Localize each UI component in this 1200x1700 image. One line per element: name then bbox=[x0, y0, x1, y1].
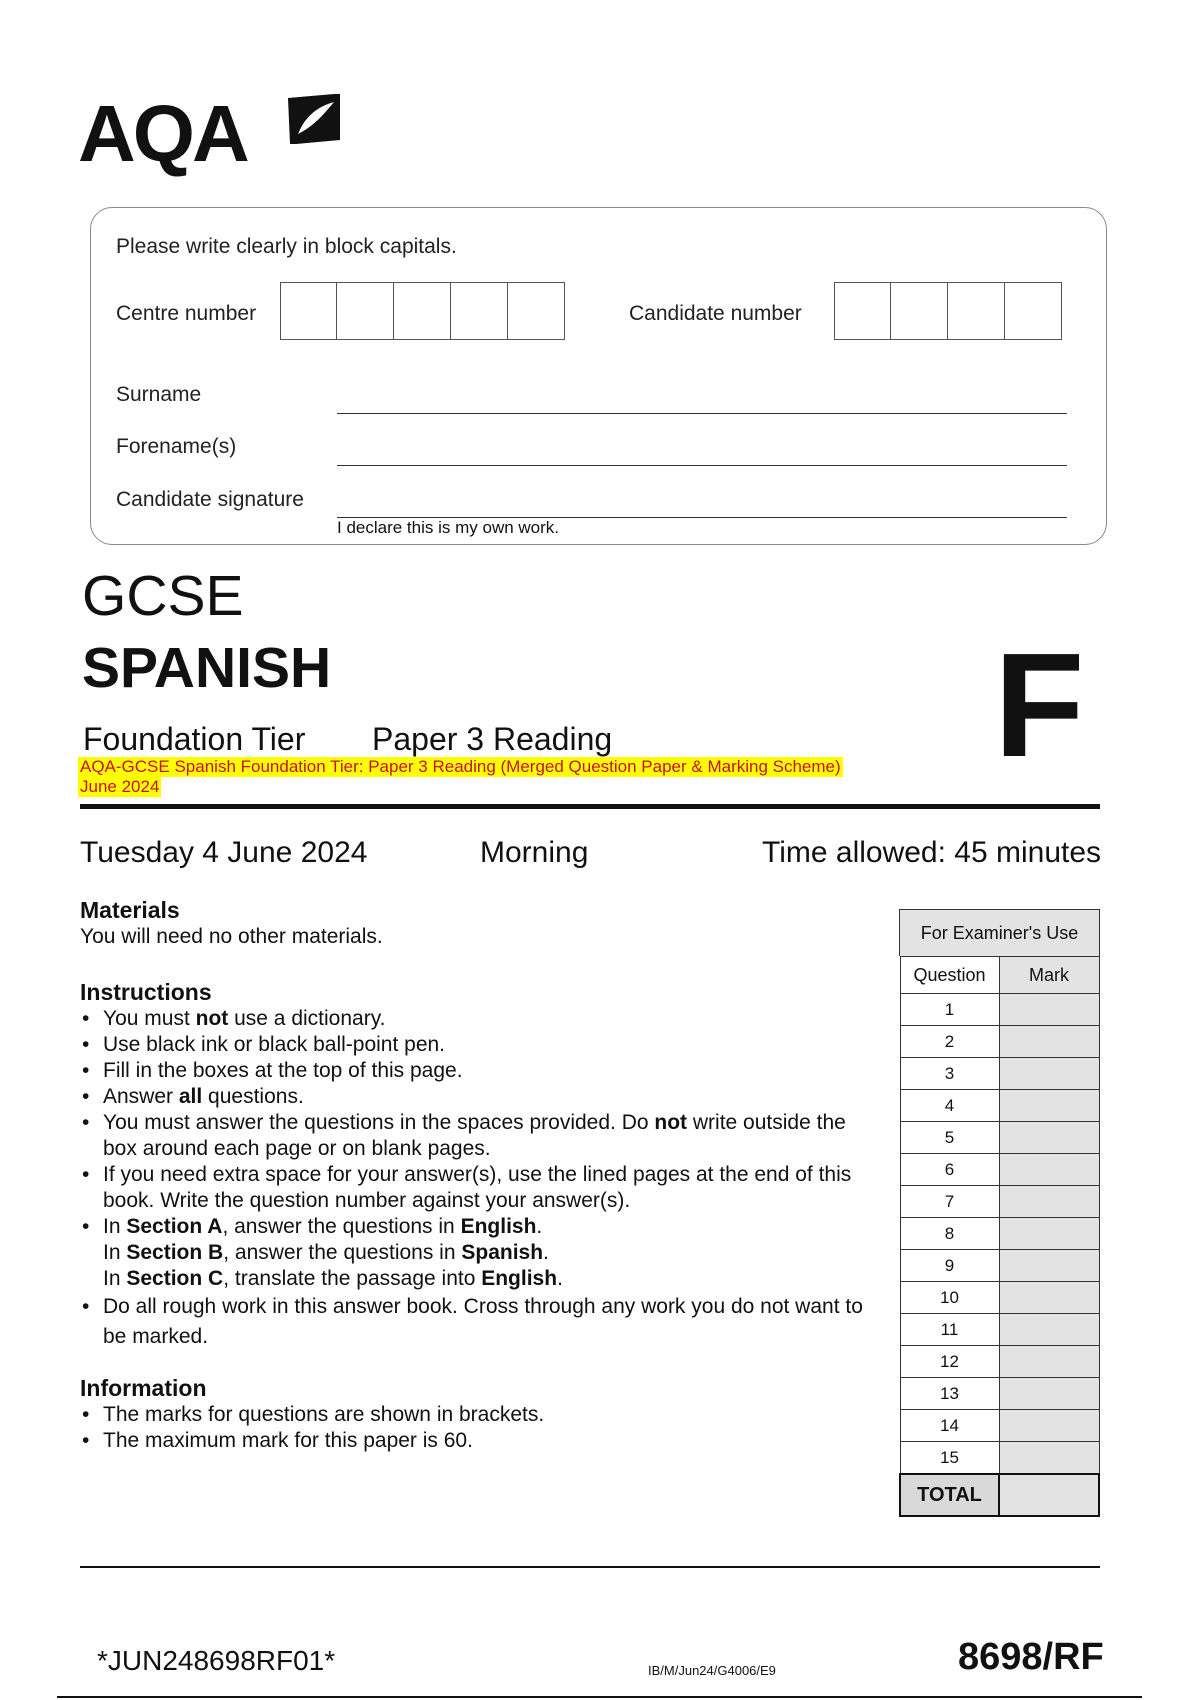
declaration-text: I declare this is my own work. bbox=[337, 518, 560, 537]
examiner-use-title: For Examiner's Use bbox=[899, 909, 1100, 956]
table-row bbox=[900, 1154, 1099, 1186]
question-number: 7 bbox=[900, 1186, 999, 1218]
table-row bbox=[900, 1314, 1099, 1346]
mark-column-header: Mark bbox=[999, 957, 1099, 994]
question-number: 4 bbox=[900, 1090, 999, 1122]
mark-cell bbox=[999, 1218, 1099, 1250]
bottom-divider bbox=[57, 1696, 1142, 1698]
mark-cell bbox=[999, 1410, 1099, 1442]
time-allowed: Time allowed: 45 minutes bbox=[762, 836, 1102, 869]
question-number: 12 bbox=[900, 1346, 999, 1378]
mark-cell bbox=[999, 1314, 1099, 1346]
table-row bbox=[900, 1346, 1099, 1378]
materials-section bbox=[80, 897, 383, 950]
instruction-item: • Answer all questions. bbox=[82, 1085, 304, 1108]
mark-cell bbox=[999, 1122, 1099, 1154]
table-row bbox=[900, 1282, 1099, 1314]
mark-cell bbox=[999, 1346, 1099, 1378]
candidate-details-box bbox=[90, 207, 1107, 545]
information-heading: Information bbox=[80, 1375, 207, 1401]
centre-number-boxes bbox=[280, 282, 565, 340]
exam-session: Morning bbox=[480, 836, 589, 869]
total-label: TOTAL bbox=[900, 1474, 999, 1516]
mark-cell bbox=[999, 1090, 1099, 1122]
information-item: • The maximum mark for this paper is 60. bbox=[82, 1429, 473, 1452]
surname-label: Surname bbox=[116, 383, 202, 406]
table-row bbox=[900, 1058, 1099, 1090]
forenames-line[interactable] bbox=[337, 465, 1067, 466]
qualification-title: GCSE bbox=[82, 564, 244, 628]
aqa-logo-text: AQA bbox=[78, 89, 247, 178]
mark-cell bbox=[999, 994, 1099, 1026]
block-capitals-instruction: Please write clearly in block capitals. bbox=[116, 235, 457, 258]
instruction-item: • Use black ink or black ball-point pen. bbox=[82, 1033, 446, 1056]
question-number: 1 bbox=[900, 994, 999, 1026]
table-row bbox=[900, 1122, 1099, 1154]
footer-divider bbox=[80, 1566, 1100, 1568]
table-row bbox=[900, 994, 1099, 1026]
subject-title: SPANISH bbox=[82, 636, 332, 700]
paper-code: 8698/RF bbox=[958, 1636, 1104, 1678]
candidate-number-label: Candidate number bbox=[629, 302, 802, 325]
surname-line[interactable] bbox=[337, 413, 1067, 414]
highlight-note-line-1: AQA-GCSE Spanish Foundation Tier: Paper 3 Reading (Merged Question Paper & Marking Scheme) bbox=[80, 757, 841, 776]
instructions-heading: Instructions bbox=[80, 979, 212, 1005]
tier-letter: F bbox=[994, 623, 1085, 788]
question-number: 15 bbox=[900, 1442, 999, 1475]
information-section bbox=[80, 1375, 870, 1454]
question-number: 9 bbox=[900, 1250, 999, 1282]
examiner-use-table bbox=[899, 909, 1100, 1517]
mark-cell bbox=[999, 1442, 1099, 1475]
centre-number-label: Centre number bbox=[116, 302, 257, 325]
candidate-number-digit[interactable] bbox=[834, 282, 891, 340]
instruction-item: • Do all rough work in this answer book. Cross through any work you do not want to be marked. bbox=[82, 1295, 863, 1348]
table-row bbox=[900, 1218, 1099, 1250]
table-row bbox=[900, 1026, 1099, 1058]
centre-number-digit[interactable] bbox=[280, 282, 337, 340]
materials-heading: Materials bbox=[80, 897, 180, 923]
instruction-item: • You must answer the questions in the spaces provided. Do not write outside the box around each page or on blank pages. bbox=[82, 1111, 846, 1160]
table-row bbox=[900, 1250, 1099, 1282]
total-row bbox=[900, 1474, 1099, 1516]
question-number: 13 bbox=[900, 1378, 999, 1410]
document-reference: IB/M/Jun24/G4006/E9 bbox=[648, 1663, 776, 1678]
table-row bbox=[900, 1186, 1099, 1218]
signature-label: Candidate signature bbox=[116, 488, 304, 511]
mark-cell bbox=[999, 1058, 1099, 1090]
forenames-label: Forename(s) bbox=[116, 435, 237, 458]
table-row bbox=[900, 1442, 1099, 1475]
mark-cell bbox=[999, 1250, 1099, 1282]
question-number: 5 bbox=[900, 1122, 999, 1154]
table-row bbox=[900, 1410, 1099, 1442]
candidate-number-boxes bbox=[834, 282, 1062, 340]
mark-cell bbox=[999, 1026, 1099, 1058]
candidate-number-digit[interactable] bbox=[948, 282, 1005, 340]
instruction-item: • In Section A, answer the questions in English. In Section B, answer the questions in Spanish. In Section C, translate the passage into English. bbox=[82, 1215, 563, 1290]
question-column-header: Question bbox=[900, 957, 999, 994]
total-mark-cell bbox=[999, 1474, 1099, 1516]
question-number: 3 bbox=[900, 1058, 999, 1090]
aqa-leaf-icon bbox=[284, 92, 344, 152]
exam-date: Tuesday 4 June 2024 bbox=[80, 836, 368, 869]
tier-label: Foundation Tier bbox=[83, 721, 306, 757]
question-number: 11 bbox=[900, 1314, 999, 1346]
centre-number-digit[interactable] bbox=[394, 282, 451, 340]
candidate-number-digit[interactable] bbox=[1005, 282, 1062, 340]
materials-text: You will need no other materials. bbox=[80, 925, 383, 948]
barcode-text: *JUN248698RF01* bbox=[97, 1645, 336, 1676]
mark-cell bbox=[999, 1186, 1099, 1218]
paper-label: Paper 3 Reading bbox=[372, 721, 613, 757]
question-number: 2 bbox=[900, 1026, 999, 1058]
centre-number-digit[interactable] bbox=[508, 282, 565, 340]
table-row bbox=[900, 1378, 1099, 1410]
divider-thick bbox=[80, 804, 1100, 809]
centre-number-digit[interactable] bbox=[451, 282, 508, 340]
mark-cell bbox=[999, 1378, 1099, 1410]
instruction-item: • If you need extra space for your answer(s), use the lined pages at the end of this book. Write the question number against your answer(s). bbox=[82, 1163, 852, 1212]
table-row bbox=[900, 1090, 1099, 1122]
question-number: 6 bbox=[900, 1154, 999, 1186]
candidate-number-digit[interactable] bbox=[891, 282, 948, 340]
centre-number-digit[interactable] bbox=[337, 282, 394, 340]
information-item: • The marks for questions are shown in brackets. bbox=[82, 1403, 545, 1426]
question-number: 14 bbox=[900, 1410, 999, 1442]
mark-cell bbox=[999, 1282, 1099, 1314]
question-number: 10 bbox=[900, 1282, 999, 1314]
mark-cell bbox=[999, 1154, 1099, 1186]
instruction-item: • You must not use a dictionary. bbox=[82, 1007, 386, 1030]
instruction-item: • Fill in the boxes at the top of this page. bbox=[82, 1059, 463, 1082]
instructions-section bbox=[80, 979, 870, 1352]
highlight-note-line-2: June 2024 bbox=[80, 777, 160, 796]
aqa-logo bbox=[78, 89, 348, 187]
question-number: 8 bbox=[900, 1218, 999, 1250]
